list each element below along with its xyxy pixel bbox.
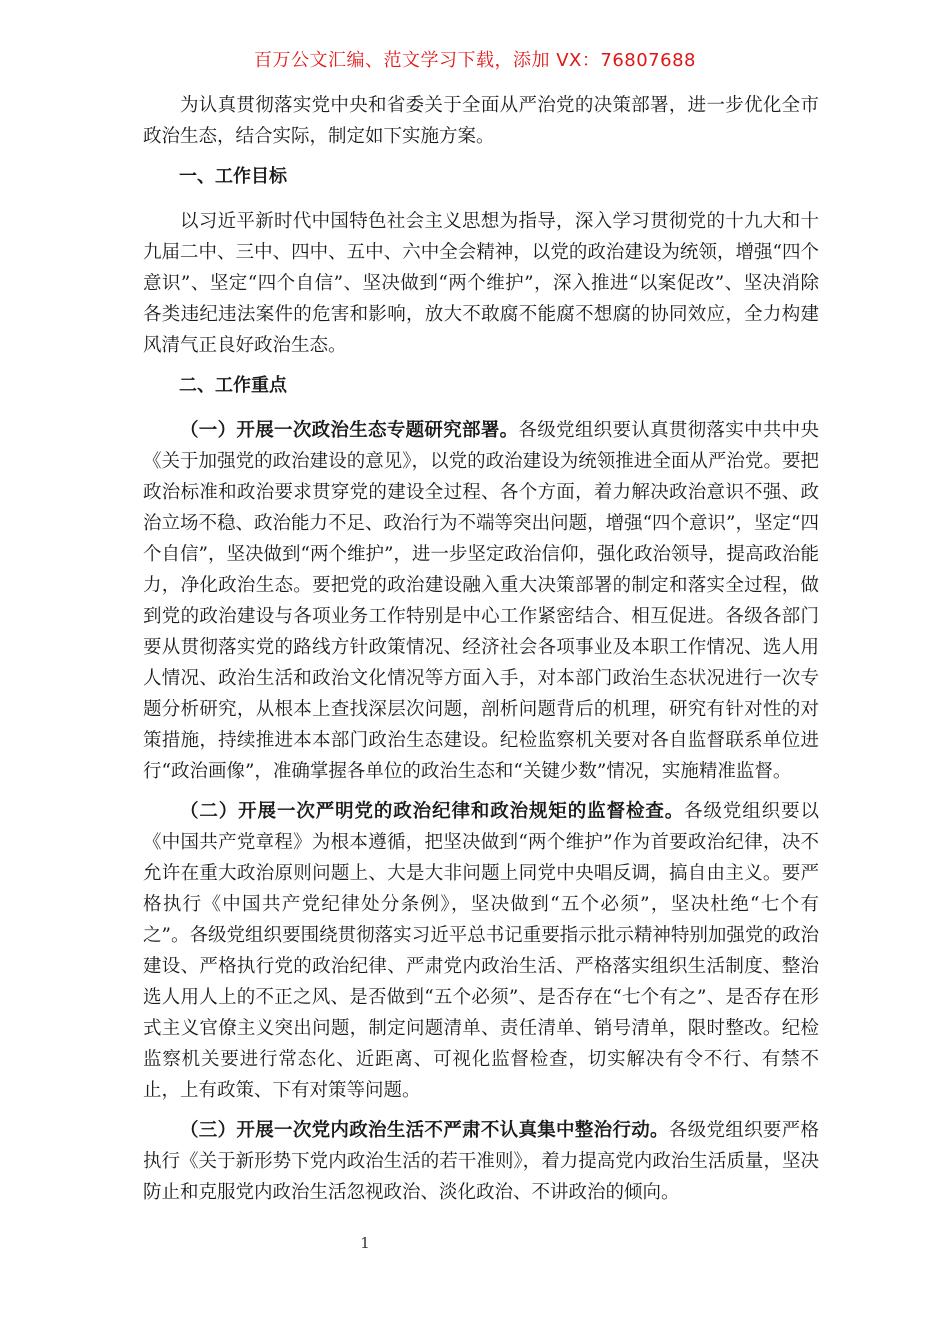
priority-item-1 xyxy=(143,415,819,787)
goals-paragraph: 以习近平新时代中国特色社会主义思想为指导，深入学习贯彻党的十九大和十九届二中、三中、四中、五中、六中全会精神，以党的政治建设为统领，增强“四个意识”、坚定“四个自信”、坚决做到“两个维护”，深入推进“以案促改”、坚决消除各类违纪违法案件的危害和影响，放大不敢腐不能腐不想腐的协同效应，全力构建风清气正良好政治生态。 xyxy=(143,211,819,356)
priority-item-2-body: 各级党组织要以《中国共产党章程》为根本遵循，把坚决做到“两个维护”作为首要政治纪律，决不允许在重大政治原则问题上、大是大非问题上同党中央唱反调，搞自由主义。要严格执行《中国共产党纪律处分条例》，坚决做到“五个必须”，坚决杜绝“七个有之”。各级党组织要围绕贯彻落实习近平总书记重要指示批示精神特别加强党的政治建设、严格执行党的政治纪律、严肃党内政治生活、严格落实组织生活制度、整治选人用人上的不正之风、是否做到“五个必须”、是否存在“七个有之”、是否存在形式主义官僚主义突出问题，制定问题清单、责任清单、销号清单，限时整改。纪检监察机关要进行常态化、近距离、可视化监督检查，切实解决有令不行、有禁不止，上有政策、下有对策等问题。 xyxy=(143,801,819,1101)
priority-item-2-lead: （二）开展一次严明党的政治纪律和政治规矩的监督检查。 xyxy=(180,801,685,822)
priority-item-1-lead: （一）开展一次政治生态专题研究部署。 xyxy=(180,420,519,441)
priority-item-2 xyxy=(143,796,819,1106)
intro-paragraph: 为认真贯彻落实党中央和省委关于全面从严治党的决策部署，进一步优化全市政治生态，结合实际，制定如下实施方案。 xyxy=(143,95,819,147)
section-heading-goals: 一、工作目标 xyxy=(179,166,287,187)
priority-item-3-lead: （三）开展一次党内政治生活不严肃不认真集中整治行动。 xyxy=(180,1120,669,1141)
priority-item-3 xyxy=(143,1115,819,1208)
priority-item-3-body: 各级党组织要严格执行《关于新形势下党内政治生活的若干准则》，着力提高党内政治生活质量，坚决防止和克服党内政治生活忽视政治、淡化政治、不讲政治的倾向。 xyxy=(143,1120,819,1203)
priority-item-1-body: 各级党组织要认真贯彻落实中共中央《关于加强党的政治建设的意见》，以党的政治建设为统领推进全面从严治党。要把政治标准和政治要求贯穿党的建设全过程、各个方面，着力解决政治意识不强、政治立场不稳、政治能力不足、政治行为不端等突出问题，增强“四个意识”，坚定“四个自信”，坚决做到“两个维护”，进一步坚定政治信仰，强化政治领导，提高政治能力，净化政治生态。要把党的政治建设融入重大决策部署的制定和落实全过程，做到党的政治建设与各项业务工作特别是中心工作紧密结合、相互促进。各级各部门要从贯彻落实党的路线方针政策情况、经济社会各项事业及本职工作情况、选人用人情况、政治生活和政治文化情况等方面入手，对本部门政治生态状况进行一次专题分析研究，从根本上查找深层次问题，剖析问题背后的机理，研究有针对性的对策措施，持续推进本本部门政治生态建设。纪检监察机关要对各自监督联系单位进行“政治画像”，准确掌握各单位的政治生态和“关键少数”情况，实施精准监督。 xyxy=(143,420,819,782)
page-number: 1 xyxy=(360,1234,370,1252)
section-heading-priorities: 二、工作重点 xyxy=(179,375,287,396)
promo-banner: 百万公文汇编、范文学习下载，添加 VX：76807688 xyxy=(254,50,696,71)
document-body xyxy=(143,90,819,1217)
